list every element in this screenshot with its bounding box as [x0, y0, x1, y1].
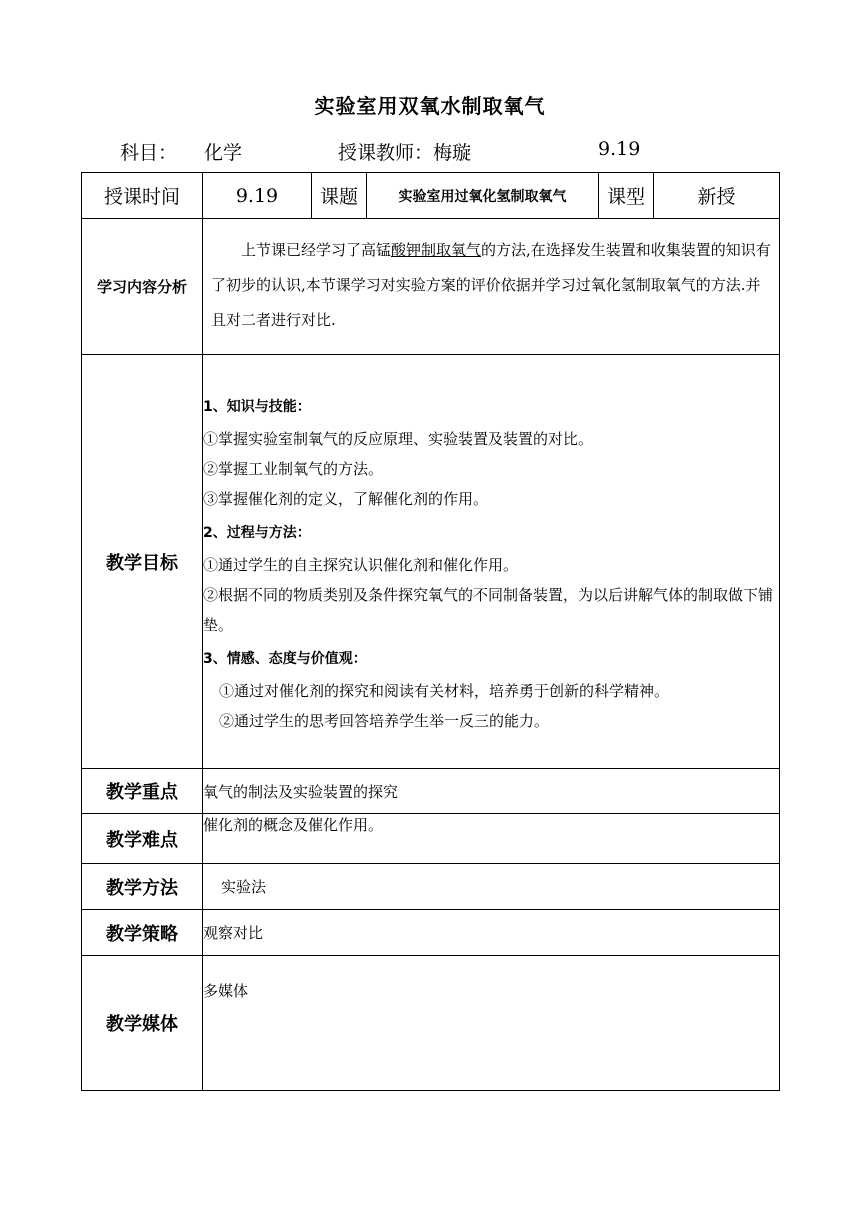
analysis-row: [82, 219, 780, 355]
goals-item: ③掌握催化剂的定义，了解催化剂的作用。: [203, 489, 489, 508]
topic-value: 实验室用过氧化氢制取氧气: [367, 173, 599, 219]
type-label: 课型: [599, 173, 654, 219]
difficulty-value: 催化剂的概念及催化作用。: [203, 814, 780, 864]
media-row: [82, 956, 780, 1091]
goals-label: 教学目标: [82, 355, 203, 769]
goals-section2-title: 2、过程与方法：: [203, 524, 311, 541]
lesson-plan-table: [81, 172, 780, 1091]
media-value: 多媒体: [203, 956, 780, 1091]
goals-cell: [203, 355, 780, 769]
type-value: 新授: [654, 173, 780, 219]
key-points-value: 氧气的制法及实验装置的探究: [203, 769, 780, 814]
header-row: [82, 173, 780, 219]
goals-item: ①通过对催化剂的探究和阅读有关材料，培养勇于创新的科学精神。: [219, 681, 670, 700]
goals-section1-title: 1、知识与技能：: [203, 398, 311, 415]
analysis-text-underlined: 酸钾制取氧气: [391, 241, 482, 259]
difficulty-label: 教学难点: [82, 814, 203, 864]
strategy-row: [82, 910, 780, 956]
teacher-label: 授课教师：梅璇: [338, 142, 472, 164]
subject-value: 化学: [204, 142, 243, 164]
strategy-value: 观察对比: [203, 910, 780, 956]
media-label: 教学媒体: [82, 956, 203, 1091]
analysis-text: [203, 229, 779, 344]
analysis-text-part2: 的方法,在选择发生装置和收集装置的知识有了初步的认识,本节课学习对实验方案的评价依据并学习过氧化氢制取氧气的方法.并且对二者进行对比.: [211, 241, 771, 329]
goals-item: ②掌握工业制氧气的方法。: [203, 459, 384, 478]
analysis-text-part1: 上节课已经学习了高锰: [241, 241, 392, 259]
key-points-label: 教学重点: [82, 769, 203, 814]
goals-item: ②通过学生的思考回答培养学生举一反三的能力。: [219, 711, 550, 730]
time-value: 9.19: [203, 173, 312, 219]
key-points-row: [82, 769, 780, 814]
goals-row: [82, 355, 780, 769]
difficulty-row: [82, 814, 780, 864]
document-title: 实验室用双氧水制取氧气: [314, 94, 546, 118]
method-label: 教学方法: [82, 864, 203, 910]
goals-item: ①掌握实验室制氧气的反应原理、实验装置及装置的对比。: [203, 429, 594, 448]
goals-item: ②根据不同的物质类别及条件探究氧气的不同制备装置，为以后讲解气体的制取做下铺垫。: [203, 585, 774, 634]
date-value: 9.19: [598, 138, 641, 160]
analysis-cell: [203, 219, 780, 355]
strategy-label: 教学策略: [82, 910, 203, 956]
analysis-label: 学习内容分析: [82, 219, 203, 355]
subject-label: 科目：: [120, 142, 178, 164]
goals-item: ①通过学生的自主探究认识催化剂和催化作用。: [203, 555, 519, 574]
goals-section3-title: 3、情感、态度与价值观：: [203, 650, 367, 667]
method-value: 实验法: [203, 864, 780, 910]
method-row: [82, 864, 780, 910]
time-label: 授课时间: [82, 173, 203, 219]
topic-label: 课题: [312, 173, 367, 219]
